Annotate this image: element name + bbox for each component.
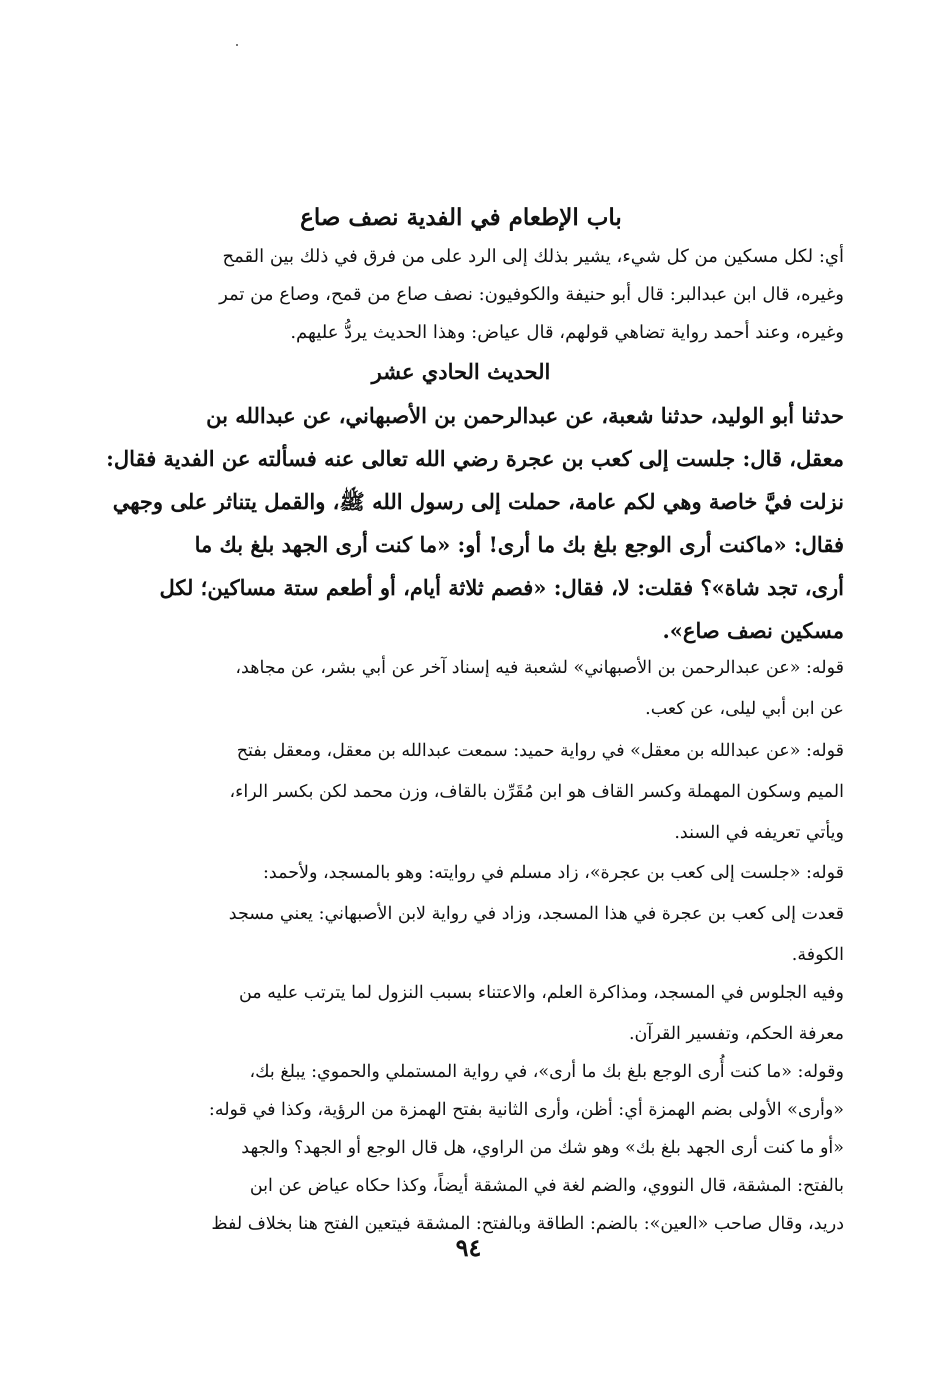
text-line: وقوله: «ما كنت أُرى الوجع بلغ بك ما أرى»، في رواية المستملي والحموي: يبلغ بك، [249, 1062, 844, 1082]
page-number: ٩٤ [455, 1233, 482, 1262]
text-line: وغيره، قال ابن عبدالبر: قال أبو حنيفة والكوفيون: نصف صاع من قمح، وصاع من تمر [219, 284, 844, 305]
text-line: معقل، قال: جلست إلى كعب بن عجرة رضي الله تعالى عنه فسألته عن الفدية فقال: [106, 446, 844, 471]
commentary-paragraph [78, 853, 844, 976]
intro-paragraph [78, 238, 844, 352]
text-line: مسكين نصف صاع». [662, 618, 844, 643]
text-line: وفيه الجلوس في المسجد، ومذاكرة العلم، والاعتناء بسبب النزول لما يترتب عليه من [238, 983, 844, 1003]
text-line: معرفة الحكم، وتفسير القرآن. [628, 1024, 844, 1044]
text-line: ويأتي تعريفه في السند. [674, 823, 844, 843]
text-line: «أو ما كنت أرى الجهد بلغ بك» وهو شك من الراوي، هل قال الوجع أو الجهد؟ والجهد [241, 1138, 844, 1158]
text-line: وغيره، وعند أحمد رواية تضاهي قولهم، قال عياض: وهذا الحديث يردُّ عليهم. [290, 322, 844, 343]
text-line: حدثنا أبو الوليد، حدثنا شعبة، عن عبدالرحمن بن الأصبهاني، عن عبدالله بن [206, 403, 844, 428]
text-line: نزلت فيَّ خاصة وهي لكم عامة، حملت إلى رسول الله ﷺ، والقمل يتناثر على وجهي [112, 489, 844, 514]
chapter-title: باب الإطعام في الفدية نصف صاع [300, 204, 622, 231]
text-line: دريد، وقال صاحب «العين»: بالضم: الطاقة وبالفتح: المشقة فيتعين الفتح هنا بخلاف لفظ [211, 1214, 844, 1234]
text-line: قعدت إلى كعب بن عجرة في هذا المسجد، وزاد في رواية لابن الأصبهاني: يعني مسجد [228, 904, 844, 924]
commentary-paragraph [78, 1053, 844, 1243]
text-line: قوله: «جلست إلى كعب بن عجرة»، زاد مسلم في روايته: وهو بالمسجد، ولأحمد: [263, 863, 844, 883]
commentary-paragraph [78, 973, 844, 1055]
text-line: الكوفة. [791, 945, 844, 965]
text-line: أرى، تجد شاة»؟ فقلت: لا، فقال: «فصم ثلاثة أيام، أو أطعم ستة مساكين؛ لكل [159, 575, 844, 600]
text-line: قوله: «عن عبدالرحمن بن الأصبهاني» لشعبة فيه إسناد آخر عن أبي بشر، عن مجاهد، [235, 658, 844, 678]
commentary-paragraph [78, 648, 844, 730]
text-line: فقال: «ماكنت أرى الوجع بلغ بك ما أرى! أو: «ما كنت أرى الجهد بلغ بك ما [194, 532, 844, 557]
commentary-paragraph [78, 731, 844, 854]
text-line: قوله: «عن عبدالله بن معقل» في رواية حميد: سمعت عبدالله بن معقل، ومعقل بفتح [236, 741, 844, 761]
text-line: بالفتح: المشقة، قال النووي، والضم لغة في المشقة أيضاً، وكذا حكاه عياض عن ابن [249, 1176, 844, 1196]
hadith-text [78, 394, 844, 652]
text-line: عن ابن أبي ليلى، عن كعب. [645, 699, 844, 719]
hadith-title: الحديث الحادي عشر [371, 359, 551, 384]
text-line: الميم وسكون المهملة وكسر القاف هو ابن مُقَرِّن بالقاف، وزن محمد لكن بكسر الراء، [229, 782, 844, 802]
text-line: «وأرى» الأولى بضم الهمزة أي: أظن، وأرى الثانية بفتح الهمزة من الرؤية، وكذا في قوله: [208, 1100, 844, 1120]
text-line: أي: لكل مسكين من كل شيء، يشير بذلك إلى الرد على من فرق في ذلك بين القمح [222, 246, 844, 267]
scan-speck [236, 44, 238, 46]
